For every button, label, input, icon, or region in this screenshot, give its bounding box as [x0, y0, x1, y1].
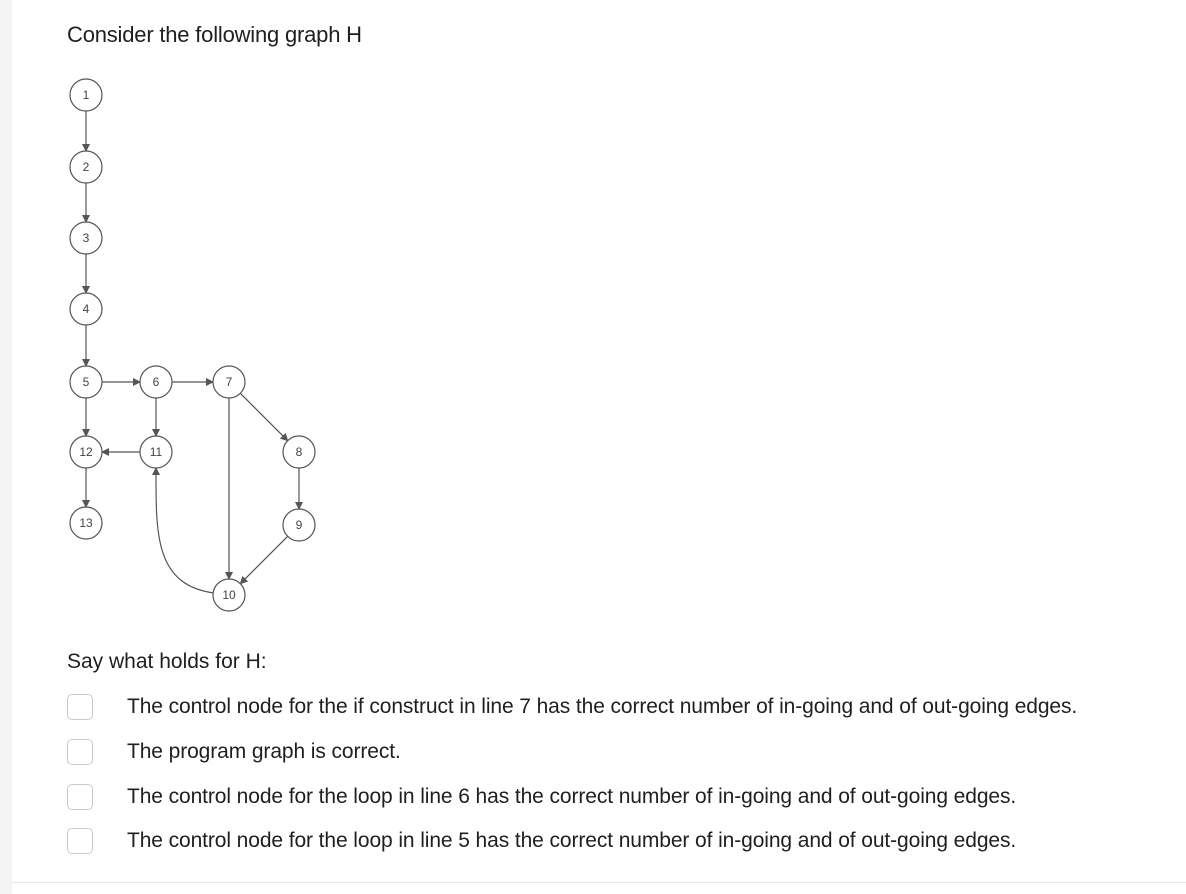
graph-figure — [50, 70, 350, 615]
option-label: The program graph is correct. — [127, 740, 401, 764]
node-label: 10 — [222, 588, 236, 602]
node-label: 8 — [295, 445, 303, 459]
graph-node-6 — [140, 366, 172, 398]
option-label: The control node for the loop in line 6 has the correct number of in-going and of out-going edges. — [127, 784, 1017, 808]
node-label: 4 — [82, 302, 90, 316]
graph-node-11 — [140, 436, 172, 468]
answer-option-1[interactable] — [67, 685, 1177, 730]
checkbox[interactable] — [67, 828, 93, 854]
graph-node-7 — [213, 366, 245, 398]
question-prompt: Say what holds for H: — [67, 650, 267, 673]
node-label: 3 — [82, 231, 90, 245]
node-label: 9 — [295, 518, 303, 532]
checkbox[interactable] — [67, 694, 93, 720]
graph-svg — [50, 70, 350, 615]
graph-node-10 — [213, 579, 245, 611]
question-intro: Consider the following graph H — [67, 22, 362, 47]
answer-option-4[interactable] — [67, 819, 1177, 864]
graph-edges — [86, 111, 299, 593]
answer-options — [67, 685, 1177, 864]
node-label: 2 — [82, 160, 90, 174]
option-label: The control node for the loop in line 5 has the correct number of in-going and of out-going edges. — [127, 829, 1017, 853]
answer-option-3[interactable] — [67, 774, 1177, 819]
graph-node-1 — [70, 79, 102, 111]
checkbox[interactable] — [67, 739, 93, 765]
graph-node-5 — [70, 366, 102, 398]
checkbox[interactable] — [67, 784, 93, 810]
graph-node-3 — [70, 222, 102, 254]
answer-option-2[interactable] — [67, 730, 1177, 775]
node-label: 13 — [79, 516, 93, 530]
graph-node-12 — [70, 436, 102, 468]
graph-node-13 — [70, 507, 102, 539]
node-label: 7 — [225, 375, 233, 389]
node-label: 11 — [149, 445, 163, 459]
edge-7-8 — [240, 393, 287, 440]
option-label: The control node for the if construct in line 7 has the correct number of in-going and of out-going edges. — [127, 695, 1078, 719]
node-label: 1 — [82, 88, 90, 102]
graph-node-2 — [70, 151, 102, 183]
node-label: 12 — [79, 445, 93, 459]
left-rail — [0, 0, 12, 894]
graph-node-4 — [70, 293, 102, 325]
edge-9-10 — [240, 536, 287, 583]
divider — [12, 882, 1186, 883]
graph-node-9 — [283, 509, 315, 541]
graph-nodes — [70, 79, 315, 611]
node-label: 5 — [82, 375, 90, 389]
graph-node-8 — [283, 436, 315, 468]
node-label: 6 — [152, 375, 160, 389]
edge-10-11 — [156, 468, 214, 593]
